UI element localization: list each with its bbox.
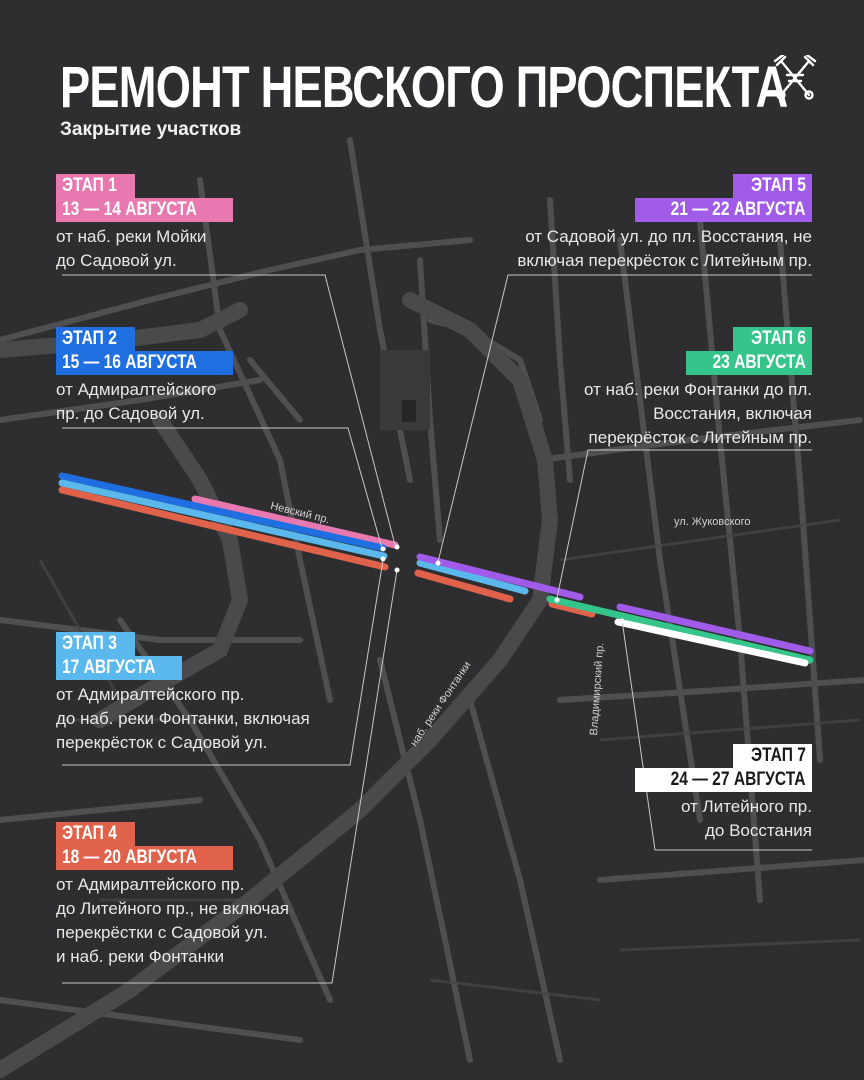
road: [470, 700, 560, 1060]
stage-1-dates: 13 — 14 АВГУСТА: [56, 198, 233, 222]
stage-5-label: ЭТАП 5: [733, 174, 812, 198]
stage-2-dates: 15 — 16 АВГУСТА: [56, 351, 233, 375]
stage-6-block: [584, 327, 812, 450]
stage-1-description: от наб. реки Мойки до Садовой ул.: [56, 227, 207, 270]
stage-2-label: ЭТАП 2: [56, 327, 135, 351]
road: [600, 860, 864, 880]
road: [0, 800, 200, 820]
stage-4-description: от Адмиралтейского пр. до Литейного пр., не включая перекрёстки с Садовой ул. и наб. реки Фонтанки: [56, 875, 290, 966]
junction-dot: [395, 568, 400, 573]
junction-dot: [555, 598, 560, 603]
stage-7-block: [635, 744, 812, 843]
page-title: РЕМОНТ НЕВСКОГО ПРОСПЕКТА: [60, 55, 788, 120]
stage-6-dates: 23 АВГУСТА: [686, 351, 812, 375]
junction-dot: [395, 545, 400, 550]
stage-7-dates: 24 — 27 АВГУСТА: [635, 768, 812, 792]
stage6-route-segment: [550, 599, 810, 660]
stage-3-block: [56, 632, 310, 755]
stage-4-label: ЭТАП 4: [56, 822, 135, 846]
spb-coat-of-arms-icon: [773, 55, 817, 106]
stage-7-description: от Литейного пр. до Восстания: [680, 797, 812, 840]
street-label-fontanka: наб. реки Фонтанки: [408, 659, 474, 749]
stage-1-label: ЭТАП 1: [56, 174, 135, 198]
stage-5-description: от Садовой ул. до пл. Восстания, не включая перекрёсток с Литейным пр.: [517, 227, 812, 270]
junction-dot: [620, 619, 625, 624]
stage-4-block: [56, 822, 289, 969]
parks: [380, 350, 430, 430]
stage-4-dates: 18 — 20 АВГУСТА: [56, 846, 233, 870]
stage-7-label: ЭТАП 7: [733, 744, 812, 768]
junction-dot: [381, 547, 386, 552]
stage-6-label: ЭТАП 6: [733, 327, 812, 351]
street-label-zhukovskogo: ул. Жуковского: [674, 516, 751, 528]
stage-3-description: от Адмиралтейского пр. до наб. реки Фонтанки, включая перекрёсток с Садовой ул.: [56, 685, 310, 752]
junction-dot: [436, 561, 441, 566]
street-label-vladimirsky: Владимирский пр.: [588, 642, 607, 736]
stage-2-block: [56, 327, 233, 426]
page-subtitle: Закрытие участков: [60, 119, 242, 140]
stage-3-label: ЭТАП 3: [56, 632, 135, 656]
street-label-nevsky: Невский пр.: [269, 500, 331, 527]
stage-3-dates: 17 АВГУСТА: [56, 656, 182, 680]
stage-5-dates: 21 — 22 АВГУСТА: [635, 198, 812, 222]
stage-6-description: от наб. реки Фонтанки до пл. Восстания, включая перекрёсток с Литейным пр.: [584, 380, 812, 447]
road: [620, 940, 860, 950]
stage-2-description: от Адмиралтейского пр. до Садовой ул.: [56, 380, 217, 423]
stage-5-block: [517, 174, 812, 273]
park: [402, 400, 416, 422]
stage-1-block: [56, 174, 233, 273]
junction-dot: [381, 557, 386, 562]
